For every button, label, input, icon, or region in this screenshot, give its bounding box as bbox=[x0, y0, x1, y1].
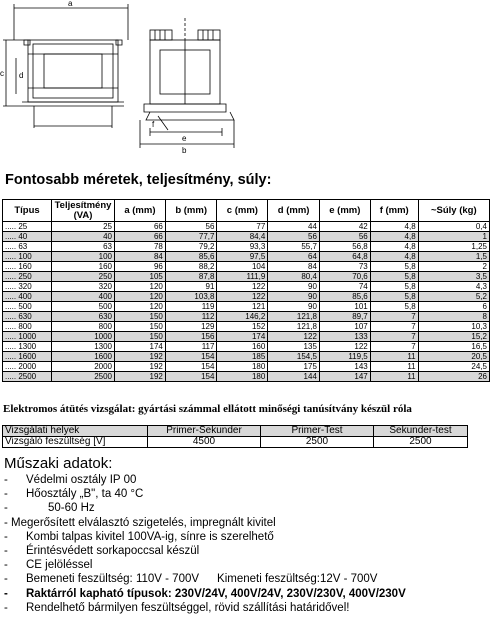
cell-e: 85,6 bbox=[319, 292, 370, 302]
cell-w: 0,4 bbox=[418, 222, 489, 232]
col-a: a (mm) bbox=[115, 200, 166, 222]
table-row bbox=[3, 352, 490, 362]
table-row bbox=[3, 272, 490, 282]
cell-b: 79,2 bbox=[165, 242, 217, 252]
cell-a: 96 bbox=[115, 262, 166, 272]
cell-va: 630 bbox=[52, 312, 115, 322]
cell-va: 160 bbox=[52, 262, 115, 272]
tech-data-list bbox=[4, 473, 492, 615]
cell-b: 91 bbox=[165, 282, 217, 292]
feature-item: - Megerősített elválasztó szigetelés, impregnált kivitel bbox=[4, 516, 276, 529]
cell-f: 11 bbox=[370, 372, 418, 382]
cell-va: 500 bbox=[52, 302, 115, 312]
tech-data-title: Műszaki adatok: bbox=[4, 455, 113, 472]
cell-a: 105 bbox=[115, 272, 166, 282]
cell-va: 800 bbox=[52, 322, 115, 332]
cell-d: 175 bbox=[268, 362, 320, 372]
cell-f: 11 bbox=[370, 362, 418, 372]
cell-b: 77,7 bbox=[165, 232, 217, 242]
test-col-primer-test: Primer-Test bbox=[261, 426, 374, 437]
cell-c: 97,5 bbox=[217, 252, 268, 262]
table-row bbox=[3, 222, 490, 232]
cell-w: 20,5 bbox=[418, 352, 489, 362]
table-row bbox=[3, 362, 490, 372]
cell-va: 1600 bbox=[52, 352, 115, 362]
cell-va: 1000 bbox=[52, 332, 115, 342]
cell-c: 104 bbox=[217, 262, 268, 272]
cell-tipus: ..... 800 bbox=[3, 322, 52, 332]
cell-c: 180 bbox=[217, 362, 268, 372]
cell-e: 74 bbox=[319, 282, 370, 292]
col-suly: ~Súly (kg) bbox=[418, 200, 489, 222]
cell-f: 7 bbox=[370, 322, 418, 332]
cell-c: 93,3 bbox=[217, 242, 268, 252]
cell-f: 5,8 bbox=[370, 262, 418, 272]
cell-b: 154 bbox=[165, 352, 217, 362]
cell-tipus: ..... 100 bbox=[3, 252, 52, 262]
cell-tipus: ..... 1000 bbox=[3, 332, 52, 342]
cell-d: 144 bbox=[268, 372, 320, 382]
cell-f: 4,8 bbox=[370, 252, 418, 262]
cell-b: 112 bbox=[165, 312, 217, 322]
dim-label-a: a bbox=[68, 0, 73, 8]
cell-a: 84 bbox=[115, 252, 166, 262]
cell-f: 5,8 bbox=[370, 292, 418, 302]
cell-a: 150 bbox=[115, 312, 166, 322]
cell-c: 174 bbox=[217, 332, 268, 342]
cell-b: 103,8 bbox=[165, 292, 217, 302]
cell-c: 122 bbox=[217, 292, 268, 302]
cell-f: 4,8 bbox=[370, 242, 418, 252]
cell-d: 84 bbox=[268, 262, 320, 272]
cell-d: 135 bbox=[268, 342, 320, 352]
cell-d: 56 bbox=[268, 232, 320, 242]
table-row bbox=[3, 322, 490, 332]
cell-c: 160 bbox=[217, 342, 268, 352]
cell-d: 80,4 bbox=[268, 272, 320, 282]
cell-w: 26 bbox=[418, 372, 489, 382]
col-b: b (mm) bbox=[165, 200, 217, 222]
feature-item: - Érintésvédett sorkapoccsal készül bbox=[4, 544, 200, 557]
transformer-drawing bbox=[0, 0, 300, 160]
cell-tipus: ..... 630 bbox=[3, 312, 52, 322]
cell-e: 143 bbox=[319, 362, 370, 372]
cell-d: 154,5 bbox=[268, 352, 320, 362]
cell-b: 88,2 bbox=[165, 262, 217, 272]
cell-a: 192 bbox=[115, 352, 166, 362]
cell-f: 11 bbox=[370, 352, 418, 362]
cell-d: 44 bbox=[268, 222, 320, 232]
table-row bbox=[3, 262, 490, 272]
cell-f: 4,8 bbox=[370, 222, 418, 232]
dim-label-e: e bbox=[182, 134, 187, 143]
cell-a: 192 bbox=[115, 372, 166, 382]
cell-va: 1300 bbox=[52, 342, 115, 352]
table-row bbox=[3, 292, 490, 302]
cell-e: 70,6 bbox=[319, 272, 370, 282]
table-row bbox=[3, 242, 490, 252]
cell-va: 400 bbox=[52, 292, 115, 302]
cell-a: 174 bbox=[115, 342, 166, 352]
cell-w: 4,3 bbox=[418, 282, 489, 292]
dimensions-table-header bbox=[3, 200, 490, 222]
cell-b: 85,6 bbox=[165, 252, 217, 262]
dim-label-c: c bbox=[0, 69, 4, 78]
cell-c: 77 bbox=[217, 222, 268, 232]
table-row bbox=[3, 232, 490, 242]
table-row bbox=[3, 332, 490, 342]
cell-c: 146,2 bbox=[217, 312, 268, 322]
cell-tipus: ..... 500 bbox=[3, 302, 52, 312]
col-f: f (mm) bbox=[370, 200, 418, 222]
cell-c: 122 bbox=[217, 282, 268, 292]
cell-va: 40 bbox=[52, 232, 115, 242]
cell-a: 150 bbox=[115, 332, 166, 342]
cell-w: 16,5 bbox=[418, 342, 489, 352]
cell-b: 119 bbox=[165, 302, 217, 312]
feature-item: - Raktárról kapható típusok: 230V/24V, 400V/24V, 230V/230V, 400V/230V bbox=[4, 587, 406, 600]
col-c: c (mm) bbox=[217, 200, 268, 222]
cell-f: 5,8 bbox=[370, 302, 418, 312]
cell-tipus: ..... 2500 bbox=[3, 372, 52, 382]
test-col-sekunder-test: Sekunder-test bbox=[374, 426, 468, 437]
cell-d: 90 bbox=[268, 282, 320, 292]
cell-d: 122 bbox=[268, 332, 320, 342]
cell-w: 10,3 bbox=[418, 322, 489, 332]
cell-tipus: ..... 63 bbox=[3, 242, 52, 252]
cell-va: 320 bbox=[52, 282, 115, 292]
cell-d: 64 bbox=[268, 252, 320, 262]
cell-a: 150 bbox=[115, 322, 166, 332]
cell-f: 7 bbox=[370, 342, 418, 352]
cell-a: 120 bbox=[115, 282, 166, 292]
test-table bbox=[2, 425, 468, 448]
cell-w: 3,5 bbox=[418, 272, 489, 282]
cell-a: 66 bbox=[115, 232, 166, 242]
table-row bbox=[3, 372, 490, 382]
cell-e: 56,8 bbox=[319, 242, 370, 252]
cell-d: 90 bbox=[268, 292, 320, 302]
cell-w: 1,25 bbox=[418, 242, 489, 252]
dim-label-d: d bbox=[19, 71, 24, 80]
cell-b: 117 bbox=[165, 342, 217, 352]
cell-e: 89,7 bbox=[319, 312, 370, 322]
cell-w: 15,2 bbox=[418, 332, 489, 342]
cell-w: 24,5 bbox=[418, 362, 489, 372]
cell-w: 8 bbox=[418, 312, 489, 322]
cell-e: 73 bbox=[319, 262, 370, 272]
cell-w: 1,5 bbox=[418, 252, 489, 262]
cell-a: 66 bbox=[115, 222, 166, 232]
cell-e: 147 bbox=[319, 372, 370, 382]
cell-tipus: ..... 2000 bbox=[3, 362, 52, 372]
cell-b: 154 bbox=[165, 372, 217, 382]
cell-w: 1 bbox=[418, 232, 489, 242]
cell-tipus: ..... 400 bbox=[3, 292, 52, 302]
cell-f: 7 bbox=[370, 332, 418, 342]
cell-e: 133 bbox=[319, 332, 370, 342]
cell-b: 56 bbox=[165, 222, 217, 232]
cell-f: 7 bbox=[370, 312, 418, 322]
cell-va: 2500 bbox=[52, 372, 115, 382]
cell-e: 42 bbox=[319, 222, 370, 232]
cell-e: 101 bbox=[319, 302, 370, 312]
cell-va: 250 bbox=[52, 272, 115, 282]
feature-item: - CE jelöléssel bbox=[4, 559, 93, 572]
cell-tipus: ..... 320 bbox=[3, 282, 52, 292]
feature-item: - Rendelhető bármilyen feszültséggel, rövid szállítási határidővel! bbox=[4, 601, 350, 614]
col-d: d (mm) bbox=[268, 200, 320, 222]
test-table-row bbox=[3, 437, 468, 448]
col-tipus: Típus bbox=[3, 200, 52, 222]
cell-d: 90 bbox=[268, 302, 320, 312]
col-teljesitmeny: Teljesítmény (VA) bbox=[52, 200, 115, 222]
test-heading: Elektromos átütés vizsgálat: gyártási számmal ellátott minőségi tanúsítvány készül róla bbox=[3, 403, 412, 415]
dimensions-heading: Fontosabb méretek, teljesítmény, súly: bbox=[5, 172, 272, 188]
test-value-sekunder-test: 2500 bbox=[374, 437, 468, 448]
test-col-primer-sekunder: Primer-Sekunder bbox=[148, 426, 261, 437]
feature-item: - 50-60 Hz bbox=[4, 502, 95, 515]
cell-b: 154 bbox=[165, 362, 217, 372]
cell-f: 5,8 bbox=[370, 282, 418, 292]
table-row bbox=[3, 252, 490, 262]
cell-c: 121 bbox=[217, 302, 268, 312]
cell-e: 107 bbox=[319, 322, 370, 332]
dimensions-table bbox=[2, 199, 490, 382]
cell-c: 180 bbox=[217, 372, 268, 382]
cell-a: 192 bbox=[115, 362, 166, 372]
cell-a: 120 bbox=[115, 292, 166, 302]
table-row bbox=[3, 282, 490, 292]
cell-tipus: ..... 160 bbox=[3, 262, 52, 272]
cell-c: 185 bbox=[217, 352, 268, 362]
cell-b: 87,8 bbox=[165, 272, 217, 282]
cell-c: 84,4 bbox=[217, 232, 268, 242]
cell-tipus: ..... 40 bbox=[3, 232, 52, 242]
cell-e: 64,8 bbox=[319, 252, 370, 262]
cell-d: 55,7 bbox=[268, 242, 320, 252]
cell-va: 25 bbox=[52, 222, 115, 232]
feature-item: - Hőosztály „B", ta 40 °C bbox=[4, 488, 144, 501]
test-value-primer-sekunder: 4500 bbox=[148, 437, 261, 448]
cell-d: 121,8 bbox=[268, 322, 320, 332]
cell-w: 2 bbox=[418, 262, 489, 272]
test-value-primer-test: 2500 bbox=[261, 437, 374, 448]
cell-e: 56 bbox=[319, 232, 370, 242]
cell-w: 6 bbox=[418, 302, 489, 312]
cell-va: 100 bbox=[52, 252, 115, 262]
col-e: e (mm) bbox=[319, 200, 370, 222]
cell-tipus: ..... 1300 bbox=[3, 342, 52, 352]
feature-item: - Kombi talpas kivitel 100VA-ig, sínre is szerelhető bbox=[4, 530, 274, 543]
cell-c: 111,9 bbox=[217, 272, 268, 282]
cell-e: 119,5 bbox=[319, 352, 370, 362]
cell-f: 4,8 bbox=[370, 232, 418, 242]
test-row-label: Vizsgáló feszültség [V] bbox=[3, 437, 148, 448]
cell-a: 120 bbox=[115, 302, 166, 312]
table-row bbox=[3, 342, 490, 352]
dim-label-f: f bbox=[152, 120, 155, 129]
cell-b: 156 bbox=[165, 332, 217, 342]
dim-label-b: b bbox=[182, 146, 187, 155]
cell-w: 5,2 bbox=[418, 292, 489, 302]
test-col-locations: Vizsgálati helyek bbox=[3, 426, 148, 437]
cell-va: 63 bbox=[52, 242, 115, 252]
table-row bbox=[3, 302, 490, 312]
table-row bbox=[3, 312, 490, 322]
cell-tipus: ..... 1600 bbox=[3, 352, 52, 362]
cell-a: 78 bbox=[115, 242, 166, 252]
cell-d: 121,8 bbox=[268, 312, 320, 322]
cell-e: 122 bbox=[319, 342, 370, 352]
cell-tipus: ..... 25 bbox=[3, 222, 52, 232]
feature-item: - Védelmi osztály IP 00 bbox=[4, 474, 137, 486]
cell-tipus: ..... 250 bbox=[3, 272, 52, 282]
cell-b: 129 bbox=[165, 322, 217, 332]
test-table-header bbox=[3, 426, 468, 437]
feature-item: - Bemeneti feszültség: 110V - 700V Kimeneti feszültség:12V - 700V bbox=[4, 573, 378, 586]
cell-va: 2000 bbox=[52, 362, 115, 372]
cell-c: 152 bbox=[217, 322, 268, 332]
cell-f: 5,8 bbox=[370, 272, 418, 282]
